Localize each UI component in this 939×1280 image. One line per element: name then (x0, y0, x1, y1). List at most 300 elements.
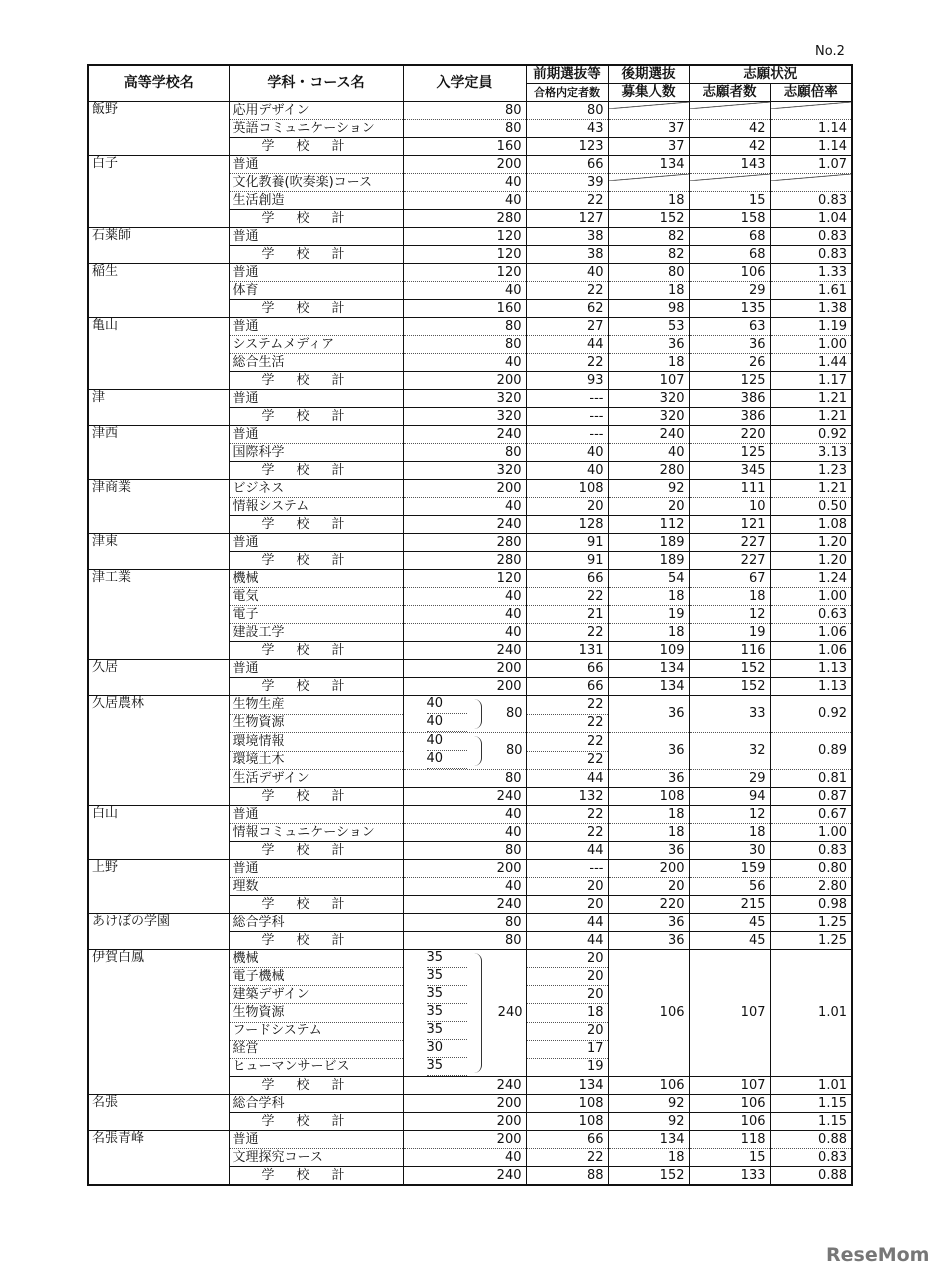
ratio-value: 1.23 (770, 462, 852, 480)
applicants-value: 32 (689, 733, 770, 770)
kouki-value: 80 (608, 264, 689, 282)
course-name: 生活デザイン (229, 770, 403, 788)
course-name: 普通 (229, 806, 403, 824)
ratio-value: 0.83 (770, 842, 852, 860)
applicants-value: 116 (689, 642, 770, 660)
kouki-value: 220 (608, 896, 689, 914)
capacity: 200 (403, 678, 526, 696)
ratio-value: 1.61 (770, 282, 852, 300)
applicants-value: 227 (689, 534, 770, 552)
applicants-value: 26 (689, 354, 770, 372)
zenki-count: 22 (526, 1149, 608, 1167)
zenki-count: 123 (526, 138, 608, 156)
table-row (88, 660, 852, 678)
applicants-value: 45 (689, 932, 770, 950)
school-name: 亀山 (88, 318, 229, 390)
capacity: 40 (403, 174, 526, 192)
applicants-value: 386 (689, 390, 770, 408)
course-name: 機械 (229, 950, 403, 968)
ratio-value: 1.38 (770, 300, 852, 318)
kouki-value: 18 (608, 806, 689, 824)
kouki-value: 134 (608, 660, 689, 678)
capacity-sub: 35 (427, 968, 467, 986)
capacity: 200 (403, 860, 526, 878)
course-name: 生物生産 (229, 696, 403, 715)
course-name: 学校計 (229, 210, 403, 228)
capacity: 120 (403, 246, 526, 264)
brace-icon (467, 699, 482, 729)
capacity: 40 (403, 606, 526, 624)
capacity-group (403, 733, 526, 770)
applicants-value: 125 (689, 444, 770, 462)
course-name: 普通 (229, 534, 403, 552)
capacity: 40 (403, 282, 526, 300)
course-name: システムメディア (229, 336, 403, 354)
header-capacity: 入学定員 (403, 65, 526, 102)
ratio-value: 1.00 (770, 588, 852, 606)
capacity-group (403, 696, 526, 733)
course-name: 普通 (229, 860, 403, 878)
course-name: 環境情報 (229, 733, 403, 752)
capacity: 120 (403, 228, 526, 246)
zenki-count: 20 (526, 986, 608, 1004)
ratio-value: 0.50 (770, 498, 852, 516)
course-name: 普通 (229, 318, 403, 336)
school-name: 久居 (88, 660, 229, 696)
course-name: 機械 (229, 570, 403, 588)
applicants-value (689, 174, 770, 192)
ratio-value: 1.06 (770, 642, 852, 660)
zenki-count: 44 (526, 932, 608, 950)
ratio-value: 1.19 (770, 318, 852, 336)
zenki-count: 27 (526, 318, 608, 336)
zenki-count: 19 (526, 1058, 608, 1076)
kouki-value: 82 (608, 246, 689, 264)
course-name: 生物資源 (229, 714, 403, 733)
applicants-value: 125 (689, 372, 770, 390)
capacity: 320 (403, 408, 526, 426)
capacity: 120 (403, 264, 526, 282)
ratio-value: 0.67 (770, 806, 852, 824)
applicants-value: 68 (689, 246, 770, 264)
capacity: 240 (403, 642, 526, 660)
kouki-value: 92 (608, 480, 689, 498)
applicants-value: 18 (689, 588, 770, 606)
kouki-value: 112 (608, 516, 689, 534)
school-name: 久居農林 (88, 696, 229, 806)
school-name: 伊賀白鳳 (88, 950, 229, 1095)
course-name: 学校計 (229, 408, 403, 426)
zenki-count: 91 (526, 534, 608, 552)
applicants-value: 106 (689, 264, 770, 282)
course-name: 普通 (229, 426, 403, 444)
header-zenki-bottom: 合格内定者数 (526, 84, 608, 102)
course-name: 学校計 (229, 552, 403, 570)
kouki-value: 189 (608, 534, 689, 552)
ratio-value: 1.15 (770, 1095, 852, 1113)
kouki-value: 152 (608, 210, 689, 228)
course-name: 情報システム (229, 498, 403, 516)
applicants-value: 107 (689, 1077, 770, 1095)
zenki-count: 20 (526, 968, 608, 986)
capacity: 40 (403, 806, 526, 824)
ratio-value: 0.81 (770, 770, 852, 788)
capacity: 320 (403, 462, 526, 480)
applicants-value: 133 (689, 1167, 770, 1186)
kouki-value: 106 (608, 1077, 689, 1095)
kouki-value: 18 (608, 354, 689, 372)
applicants-value: 158 (689, 210, 770, 228)
course-name: 学校計 (229, 896, 403, 914)
zenki-count: 20 (526, 950, 608, 968)
kouki-value: 36 (608, 696, 689, 733)
ratio-value: 0.83 (770, 192, 852, 210)
capacity: 40 (403, 192, 526, 210)
applicants-value: 29 (689, 770, 770, 788)
capacity-group-total: 240 (497, 1005, 523, 1020)
header-kouki-top: 後期選抜 (608, 65, 689, 84)
zenki-count: 40 (526, 264, 608, 282)
capacity: 80 (403, 102, 526, 120)
applicants-value: 94 (689, 788, 770, 806)
capacity: 80 (403, 932, 526, 950)
zenki-count: 40 (526, 444, 608, 462)
capacity-sub: 40 (427, 733, 467, 751)
zenki-count: 66 (526, 570, 608, 588)
zenki-count: 66 (526, 1131, 608, 1149)
applicants-value: 118 (689, 1131, 770, 1149)
kouki-value: 36 (608, 914, 689, 932)
course-name: 総合学科 (229, 914, 403, 932)
ratio-value: 0.98 (770, 896, 852, 914)
zenki-count: 91 (526, 552, 608, 570)
ratio-value: 1.21 (770, 408, 852, 426)
kouki-value: 134 (608, 1131, 689, 1149)
school-name: 津商業 (88, 480, 229, 534)
zenki-count: 44 (526, 842, 608, 860)
kouki-value: 320 (608, 408, 689, 426)
zenki-count: 22 (526, 588, 608, 606)
header-ratio: 志願倍率 (770, 84, 852, 102)
ratio-value: 2.80 (770, 878, 852, 896)
zenki-count: 38 (526, 246, 608, 264)
zenki-count: --- (526, 390, 608, 408)
ratio-value: 1.24 (770, 570, 852, 588)
capacity-group (403, 950, 526, 1077)
capacity: 80 (403, 914, 526, 932)
course-name: 文理探究コース (229, 1149, 403, 1167)
kouki-value: 36 (608, 770, 689, 788)
ratio-value: 0.63 (770, 606, 852, 624)
ratio-value: 1.20 (770, 534, 852, 552)
kouki-value: 53 (608, 318, 689, 336)
zenki-count: 66 (526, 678, 608, 696)
kouki-value: 54 (608, 570, 689, 588)
capacity: 280 (403, 552, 526, 570)
table-row (88, 390, 852, 408)
course-name: 環境土木 (229, 751, 403, 770)
kouki-value: 36 (608, 932, 689, 950)
table-row (88, 426, 852, 444)
capacity-sub: 40 (427, 751, 467, 769)
ratio-value: 3.13 (770, 444, 852, 462)
course-name: 普通 (229, 660, 403, 678)
applicants-value: 42 (689, 138, 770, 156)
zenki-count: 22 (526, 192, 608, 210)
applicants-value: 18 (689, 824, 770, 842)
course-name: 学校計 (229, 678, 403, 696)
course-name: 電気 (229, 588, 403, 606)
ratio-value: 1.14 (770, 120, 852, 138)
ratio-value: 0.83 (770, 228, 852, 246)
capacity: 40 (403, 624, 526, 642)
capacity: 240 (403, 896, 526, 914)
course-name: 電子 (229, 606, 403, 624)
school-name: 名張 (88, 1095, 229, 1131)
applicants-value: 159 (689, 860, 770, 878)
capacity-group-total: 80 (505, 743, 523, 758)
table-row (88, 1131, 852, 1149)
applicants-value: 29 (689, 282, 770, 300)
course-name: 国際科学 (229, 444, 403, 462)
zenki-count: 22 (526, 282, 608, 300)
applicants-value: 12 (689, 606, 770, 624)
applicants-value: 135 (689, 300, 770, 318)
zenki-count: 18 (526, 1004, 608, 1022)
header-zenki-top: 前期選抜等 (526, 65, 608, 84)
zenki-count: 22 (526, 751, 608, 770)
zenki-count: 20 (526, 1022, 608, 1040)
kouki-value: 240 (608, 426, 689, 444)
ratio-value: 1.21 (770, 390, 852, 408)
school-name: 津 (88, 390, 229, 426)
applicants-value: 345 (689, 462, 770, 480)
applicants-value: 42 (689, 120, 770, 138)
course-name: 経営 (229, 1040, 403, 1058)
course-name: 普通 (229, 390, 403, 408)
ratio-value: 1.01 (770, 950, 852, 1077)
capacity: 80 (403, 120, 526, 138)
zenki-count: 127 (526, 210, 608, 228)
kouki-value: 108 (608, 788, 689, 806)
applicants-value: 36 (689, 336, 770, 354)
capacity-sub: 40 (427, 696, 467, 714)
zenki-count: 44 (526, 770, 608, 788)
capacity: 80 (403, 770, 526, 788)
ratio-value: 1.14 (770, 138, 852, 156)
course-name: 総合学科 (229, 1095, 403, 1113)
ratio-value: 1.01 (770, 1077, 852, 1095)
ratio-value: 1.20 (770, 552, 852, 570)
capacity: 120 (403, 570, 526, 588)
capacity: 200 (403, 372, 526, 390)
table-row (88, 102, 852, 120)
zenki-count: 93 (526, 372, 608, 390)
ratio-value: 0.88 (770, 1167, 852, 1186)
kouki-value: 280 (608, 462, 689, 480)
course-name: 学校計 (229, 372, 403, 390)
capacity: 280 (403, 534, 526, 552)
zenki-count: 66 (526, 156, 608, 174)
capacity-sub: 35 (427, 1058, 467, 1076)
capacity: 40 (403, 824, 526, 842)
course-name: 学校計 (229, 516, 403, 534)
course-name: 理数 (229, 878, 403, 896)
course-name: ビジネス (229, 480, 403, 498)
kouki-value: 36 (608, 842, 689, 860)
kouki-value: 18 (608, 282, 689, 300)
kouki-value: 20 (608, 878, 689, 896)
kouki-value: 36 (608, 733, 689, 770)
applicants-value: 63 (689, 318, 770, 336)
ratio-value (770, 174, 852, 192)
kouki-value: 320 (608, 390, 689, 408)
ratio-value: 1.13 (770, 678, 852, 696)
capacity-sub: 35 (427, 986, 467, 1004)
applicants-value: 45 (689, 914, 770, 932)
course-name: 学校計 (229, 300, 403, 318)
table-row (88, 228, 852, 246)
capacity: 200 (403, 660, 526, 678)
zenki-count: 38 (526, 228, 608, 246)
capacity: 280 (403, 210, 526, 228)
capacity: 160 (403, 300, 526, 318)
applicants-value: 227 (689, 552, 770, 570)
capacity: 40 (403, 1149, 526, 1167)
capacity: 200 (403, 480, 526, 498)
zenki-count: 22 (526, 624, 608, 642)
kouki-value: 18 (608, 1149, 689, 1167)
applicants-value: 68 (689, 228, 770, 246)
capacity: 200 (403, 156, 526, 174)
table-row (88, 264, 852, 282)
resemom-watermark: ReseMom (826, 1244, 930, 1266)
zenki-count: 131 (526, 642, 608, 660)
school-name: 上野 (88, 860, 229, 914)
brace-icon (467, 736, 482, 766)
kouki-value: 98 (608, 300, 689, 318)
table-body (88, 102, 852, 1186)
course-name: 普通 (229, 228, 403, 246)
kouki-value: 40 (608, 444, 689, 462)
kouki-value: 106 (608, 950, 689, 1077)
kouki-value: 107 (608, 372, 689, 390)
zenki-count: 22 (526, 714, 608, 733)
table-row (88, 1095, 852, 1113)
ratio-value: 1.08 (770, 516, 852, 534)
brace-icon (467, 953, 482, 1073)
kouki-value: 82 (608, 228, 689, 246)
zenki-count: 80 (526, 102, 608, 120)
course-name: 生物資源 (229, 1004, 403, 1022)
zenki-count: 40 (526, 462, 608, 480)
capacity: 200 (403, 1113, 526, 1131)
course-name: 学校計 (229, 138, 403, 156)
course-name: 学校計 (229, 246, 403, 264)
applicants-value: 152 (689, 660, 770, 678)
course-name: 普通 (229, 1131, 403, 1149)
course-name: 普通 (229, 156, 403, 174)
ratio-value: 0.83 (770, 1149, 852, 1167)
applicants-value: 121 (689, 516, 770, 534)
zenki-count: 108 (526, 1113, 608, 1131)
applicants-value: 15 (689, 1149, 770, 1167)
course-name: 英語コミュニケーション (229, 120, 403, 138)
zenki-count: 108 (526, 1095, 608, 1113)
table-row (88, 860, 852, 878)
table-row (88, 534, 852, 552)
zenki-count: --- (526, 408, 608, 426)
table-row (88, 480, 852, 498)
capacity: 80 (403, 444, 526, 462)
ratio-value: 1.13 (770, 660, 852, 678)
course-name: 学校計 (229, 642, 403, 660)
zenki-count: 20 (526, 498, 608, 516)
capacity: 40 (403, 498, 526, 516)
applicants-value: 15 (689, 192, 770, 210)
school-name: 白山 (88, 806, 229, 860)
ratio-value: 0.80 (770, 860, 852, 878)
course-name: 学校計 (229, 1167, 403, 1186)
capacity: 320 (403, 390, 526, 408)
capacity-sub: 35 (427, 1004, 467, 1022)
ratio-value: 1.15 (770, 1113, 852, 1131)
table-row (88, 696, 852, 715)
ratio-value: 1.04 (770, 210, 852, 228)
ratio-value: 0.83 (770, 246, 852, 264)
applicants-value: 56 (689, 878, 770, 896)
kouki-value: 18 (608, 192, 689, 210)
capacity: 40 (403, 588, 526, 606)
zenki-count: 132 (526, 788, 608, 806)
zenki-count: 44 (526, 336, 608, 354)
course-name: 学校計 (229, 1077, 403, 1095)
capacity: 240 (403, 516, 526, 534)
ratio-value: 1.17 (770, 372, 852, 390)
kouki-value: 189 (608, 552, 689, 570)
course-name: 電子機械 (229, 968, 403, 986)
course-name: 総合生活 (229, 354, 403, 372)
kouki-value: 19 (608, 606, 689, 624)
applicants-value: 30 (689, 842, 770, 860)
applicants-value: 19 (689, 624, 770, 642)
course-name: 学校計 (229, 842, 403, 860)
course-name: 学校計 (229, 462, 403, 480)
kouki-value: 109 (608, 642, 689, 660)
school-name: 津東 (88, 534, 229, 570)
school-name: 白子 (88, 156, 229, 228)
course-name: 学校計 (229, 788, 403, 806)
kouki-value: 20 (608, 498, 689, 516)
course-name: 体育 (229, 282, 403, 300)
kouki-value: 134 (608, 156, 689, 174)
course-name: 応用デザイン (229, 102, 403, 120)
capacity: 160 (403, 138, 526, 156)
capacity: 40 (403, 354, 526, 372)
header-kouki-bottom: 募集人数 (608, 84, 689, 102)
admission-table (87, 64, 853, 1186)
zenki-count: 62 (526, 300, 608, 318)
applicants-value: 152 (689, 678, 770, 696)
zenki-count: 22 (526, 824, 608, 842)
zenki-count: 17 (526, 1040, 608, 1058)
course-name: 学校計 (229, 932, 403, 950)
course-name: 普通 (229, 264, 403, 282)
zenki-count: 39 (526, 174, 608, 192)
zenki-count: 20 (526, 896, 608, 914)
kouki-value: 18 (608, 588, 689, 606)
ratio-value: 1.25 (770, 914, 852, 932)
